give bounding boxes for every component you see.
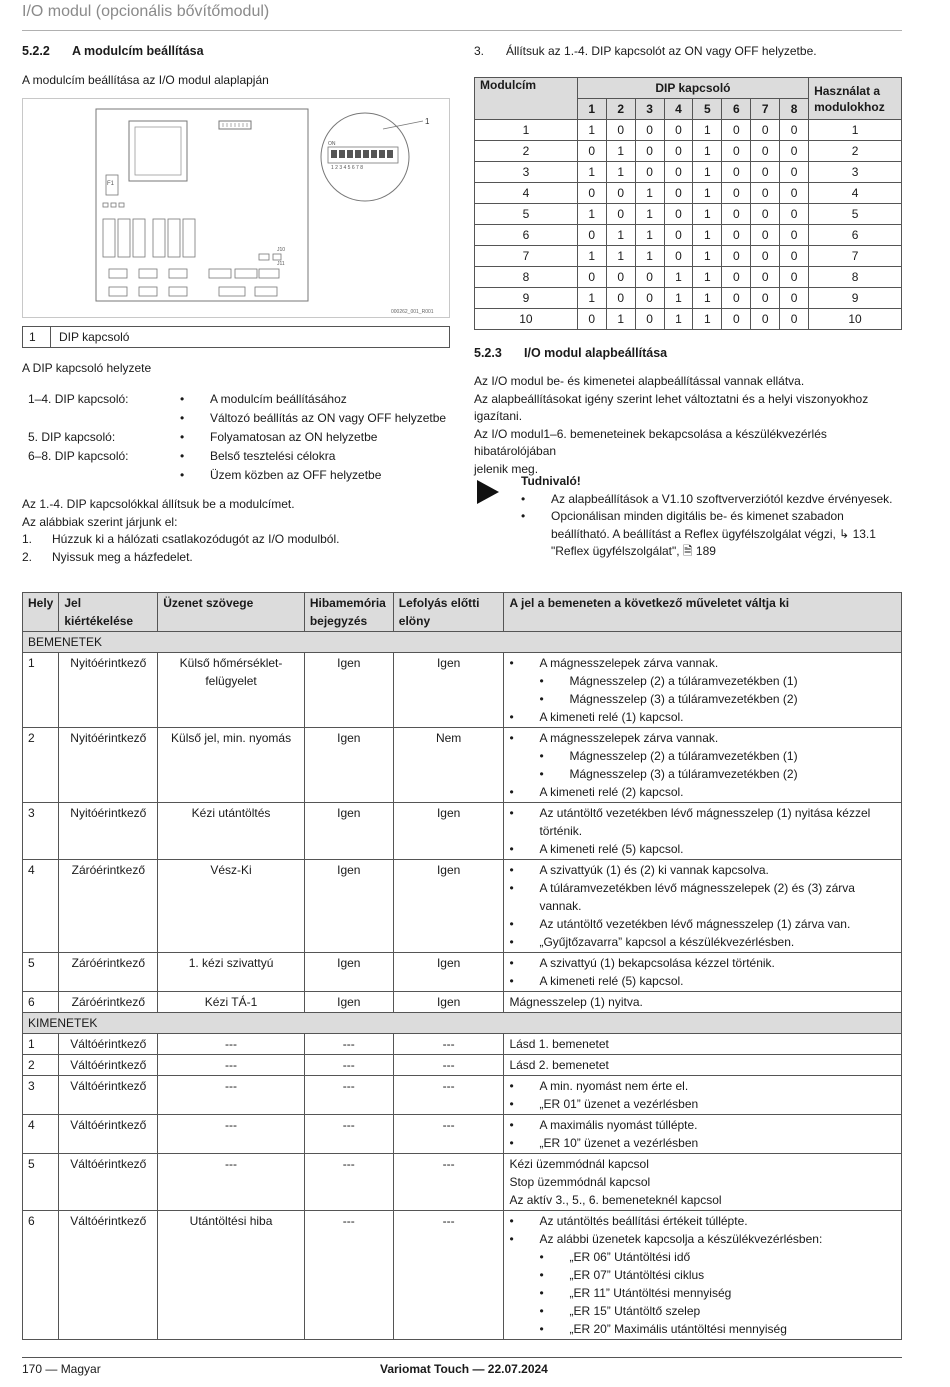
signal-cell: Záróérintkező: [59, 953, 158, 992]
dip-address-cell: 4: [475, 183, 578, 204]
dip-switch-cell: 0: [606, 267, 635, 288]
action-item: • „ER 01” üzenet a vezérlésben: [509, 1097, 699, 1111]
dip-switch-cell: 1: [693, 162, 722, 183]
action-item: • „ER 07” Utántöltési ciklus: [539, 1268, 705, 1282]
dip-switch-cell: 1: [693, 288, 722, 309]
priority-cell: Igen: [393, 860, 504, 953]
dip-switch-cell: 0: [577, 267, 606, 288]
dip-switch-cell: 1: [577, 204, 606, 225]
col-position: Hely: [23, 593, 59, 632]
dip-switch-cell: 1: [635, 246, 664, 267]
action-cell: [504, 728, 902, 803]
dip-switch-cell: 0: [606, 288, 635, 309]
io-default-settings-table: [22, 592, 902, 1340]
dip-switch-cell: 0: [780, 225, 809, 246]
message-cell: Utántöltési hiba: [158, 1211, 305, 1340]
memory-cell: ---: [304, 1115, 393, 1154]
section-outputs-label: KIMENETEK: [23, 1013, 902, 1034]
dip-col-7: 7: [751, 99, 780, 120]
message-cell: ---: [158, 1115, 305, 1154]
position-cell: 6: [23, 992, 59, 1013]
io-table-row: [23, 653, 902, 728]
action-item: Lásd 1. bemenetet: [509, 1037, 609, 1051]
dip-switch-cell: 0: [577, 309, 606, 330]
dip-address-cell: 1: [475, 120, 578, 141]
dip-switch-cell: 0: [635, 120, 664, 141]
dip-switch-cell: 0: [635, 162, 664, 183]
dip-switch-cell: 0: [722, 267, 751, 288]
signal-cell: Váltóérintkező: [59, 1034, 158, 1055]
memory-cell: Igen: [304, 728, 393, 803]
action-item: • A mágnesszelepek zárva vannak.: [509, 731, 719, 745]
dip-switch-cell: 1: [664, 288, 693, 309]
memory-cell: Igen: [304, 653, 393, 728]
dip-switch-cell: 1: [693, 225, 722, 246]
dip-switch-cell: 0: [751, 225, 780, 246]
action-item: • A szivattyú (1) bekapcsolása kézzel történik.: [509, 956, 775, 970]
dip-col-4: 4: [664, 99, 693, 120]
action-item: • Mágnesszelep (3) a túláramvezetékben (2): [539, 692, 798, 706]
dip-switch-cell: 0: [664, 141, 693, 162]
memory-cell: Igen: [304, 803, 393, 860]
dip-table-row: [475, 288, 902, 309]
position-cell: 1: [23, 653, 59, 728]
action-item: • A kimeneti relé (2) kapcsol.: [509, 785, 684, 799]
section-title: A modulcím beállítása: [72, 44, 204, 58]
priority-cell: Nem: [393, 728, 504, 803]
legend-number: 1: [23, 327, 51, 347]
action-cell: [504, 1055, 902, 1076]
message-cell: ---: [158, 1154, 305, 1211]
io-table-row: [23, 1211, 902, 1340]
action-cell: [504, 992, 902, 1013]
message-cell: ---: [158, 1076, 305, 1115]
dip-col-3: 3: [635, 99, 664, 120]
dip-switch-cell: 1: [664, 309, 693, 330]
position-cell: 2: [23, 728, 59, 803]
figure-code: 000262_001_R001: [391, 309, 434, 315]
memory-cell: Igen: [304, 860, 393, 953]
dip-table-row: [475, 246, 902, 267]
action-item: • „ER 15” Utántöltő szelep: [539, 1304, 701, 1318]
action-cell: [504, 1211, 902, 1340]
position-heading: A DIP kapcsoló helyzete: [22, 361, 152, 375]
dip-address-table: [474, 77, 902, 330]
dip-switch-cell: 0: [751, 309, 780, 330]
dip-switch-cell: 1: [635, 225, 664, 246]
action-cell: [504, 953, 902, 992]
dip-position-list: [28, 390, 448, 485]
action-item: • „ER 20” Maximális utántöltési mennyiség: [539, 1322, 787, 1336]
dip-switch-cell: 1: [635, 204, 664, 225]
col-priority: Lefolyás előtti elöny: [393, 593, 504, 632]
action-item: Kézi üzemmódnál kapcsol: [509, 1157, 649, 1171]
dip-switch-cell: 1: [606, 246, 635, 267]
position-cell: 5: [23, 1154, 59, 1211]
dip-table-row: [475, 183, 902, 204]
dip-address-cell: 5: [475, 204, 578, 225]
position-cell: 6: [23, 1211, 59, 1340]
dip-switch-cell: 0: [780, 246, 809, 267]
dip-switch-cell: 1: [693, 267, 722, 288]
priority-cell: ---: [393, 1055, 504, 1076]
signal-cell: Nyitóérintkező: [59, 653, 158, 728]
section-5-2-2-heading: [22, 44, 204, 58]
position-cell: 2: [23, 1055, 59, 1076]
action-cell: [504, 1154, 902, 1211]
footer-doc: Variomat Touch — 22.07.2024: [380, 1362, 548, 1376]
memory-cell: ---: [304, 1055, 393, 1076]
section-inputs: [23, 632, 902, 653]
priority-cell: ---: [393, 1076, 504, 1115]
dip-position-row: • Üzem közben az OFF helyzetbe: [180, 468, 382, 482]
section-number: 5.2.2: [22, 44, 50, 58]
dip-switch-cell: 0: [751, 267, 780, 288]
io-table-row: [23, 1154, 902, 1211]
figure-legend: [22, 326, 450, 348]
position-cell: 3: [23, 1076, 59, 1115]
memory-cell: Igen: [304, 953, 393, 992]
section-5-2-3-text: Az I/O modul be- és kimenetei alapbeállítással vannak ellátva. Az alapbeállításokat igény szerint lehet változtatni és a helyi viszonyokhoz igazítani. Az I/O modul1–6. bemeneteinek bekapcsolása a készülékvezérlés hibatárolójában jelenik meg.: [474, 374, 869, 476]
action-item: • A maximális nyomást túllépte.: [509, 1118, 698, 1132]
dip-switch-cell: 0: [751, 183, 780, 204]
message-cell: ---: [158, 1034, 305, 1055]
dip-switch-cell: 1: [635, 183, 664, 204]
legend-text: DIP kapcsoló: [59, 330, 130, 344]
io-table-row: [23, 860, 902, 953]
action-cell: [504, 1034, 902, 1055]
dip-switch-cell: 0: [664, 120, 693, 141]
dip-switch-cell: 0: [751, 120, 780, 141]
action-item: • Az alábbi üzenetek kapcsolja a készülékvezérlésben:: [509, 1232, 823, 1246]
action-cell: [504, 1115, 902, 1154]
dip-switch-cell: 0: [751, 246, 780, 267]
action-cell: [504, 653, 902, 728]
action-cell: [504, 803, 902, 860]
action-cell: [504, 860, 902, 953]
io-table-row: [23, 1115, 902, 1154]
memory-cell: Igen: [304, 992, 393, 1013]
dip-switch-cell: 0: [635, 309, 664, 330]
dip-col-5: 5: [693, 99, 722, 120]
dip-switch-cell: 0: [722, 204, 751, 225]
dip-table-row: [475, 225, 902, 246]
dip-position-row: 6–8. DIP kapcsoló: • Belső tesztelési célokra: [28, 449, 336, 463]
position-cell: 1: [23, 1034, 59, 1055]
message-cell: 1. kézi szivattyú: [158, 953, 305, 992]
dip-switch-cell: 0: [664, 204, 693, 225]
dip-switch-cell: 1: [606, 309, 635, 330]
note-list: [521, 491, 901, 561]
note-box: [521, 473, 901, 561]
memory-cell: ---: [304, 1076, 393, 1115]
figure-switch-numbers: 1 2 3 4 5 6 7 8: [331, 165, 363, 171]
priority-cell: Igen: [393, 803, 504, 860]
dip-switch-cell: 1: [606, 162, 635, 183]
position-cell: 4: [23, 860, 59, 953]
procedure-step-3: 3. Állítsuk az 1.-4. DIP kapcsolót az ON vagy OFF helyzetbe.: [474, 44, 817, 58]
dip-use-cell: 7: [809, 246, 902, 267]
message-cell: Külső hőmérséklet-felügyelet: [158, 653, 305, 728]
procedure-para-1: Az 1.-4. DIP kapcsolókkal állítsuk be a modulcímet.: [22, 497, 295, 511]
dip-switch-cell: 1: [664, 267, 693, 288]
dip-switch-cell: 0: [751, 288, 780, 309]
priority-cell: Igen: [393, 653, 504, 728]
message-cell: ---: [158, 1055, 305, 1076]
col-message: Üzenet szövege: [158, 593, 305, 632]
dip-address-cell: 9: [475, 288, 578, 309]
action-item: • „ER 10” üzenet a vezérlésben: [509, 1136, 699, 1150]
figure-callout-number: 1: [425, 117, 430, 126]
dip-switch-cell: 0: [780, 204, 809, 225]
dip-switch-cell: 1: [577, 162, 606, 183]
action-item: • „ER 06” Utántöltési idő: [539, 1250, 691, 1264]
dip-switch-cell: 0: [722, 225, 751, 246]
dip-switch-cell: 0: [722, 183, 751, 204]
dip-switch-cell: 1: [693, 120, 722, 141]
col-module-use: Használat a modulokhoz: [809, 78, 902, 120]
action-item: Mágnesszelep (1) nyitva.: [509, 995, 643, 1009]
memory-cell: ---: [304, 1034, 393, 1055]
io-table-row: [23, 1034, 902, 1055]
dip-switch-cell: 0: [751, 204, 780, 225]
dip-use-cell: 6: [809, 225, 902, 246]
priority-cell: Igen: [393, 953, 504, 992]
message-cell: Vész-Ki: [158, 860, 305, 953]
message-cell: Kézi utántöltés: [158, 803, 305, 860]
col-dip-switch: DIP kapcsoló: [577, 78, 808, 99]
action-item: • A min. nyomást nem érte el.: [509, 1079, 689, 1093]
signal-cell: Záróérintkező: [59, 860, 158, 953]
dip-switch-cell: 0: [635, 288, 664, 309]
section-5-2-3-heading: [474, 346, 667, 360]
dip-switch-cell: 1: [693, 141, 722, 162]
action-item: Az aktív 3., 5., 6. bemeneteknél kapcsol: [509, 1193, 722, 1207]
col-modul-address: Modulcím: [475, 78, 578, 120]
action-item: • Mágnesszelep (2) a túláramvezetékben (1): [539, 674, 798, 688]
dip-use-cell: 1: [809, 120, 902, 141]
dip-address-cell: 7: [475, 246, 578, 267]
dip-switch-cell: 0: [722, 288, 751, 309]
dip-col-6: 6: [722, 99, 751, 120]
dip-switch-cell: 1: [693, 183, 722, 204]
action-item: • Az utántöltő vezetékben lévő mágnesszelep (1) zárva van.: [509, 917, 851, 931]
signal-cell: Váltóérintkező: [59, 1076, 158, 1115]
dip-switch-cell: 1: [693, 246, 722, 267]
dip-switch-cell: 0: [780, 309, 809, 330]
dip-switch-cell: 0: [606, 183, 635, 204]
signal-cell: Záróérintkező: [59, 992, 158, 1013]
priority-cell: ---: [393, 1034, 504, 1055]
dip-switch-cell: 0: [780, 162, 809, 183]
action-cell: [504, 1076, 902, 1115]
dip-switch-cell: 0: [664, 162, 693, 183]
dip-switch-cell: 0: [751, 162, 780, 183]
dip-switch-cell: 0: [751, 141, 780, 162]
dip-use-cell: 2: [809, 141, 902, 162]
dip-switch-cell: 0: [606, 120, 635, 141]
dip-switch-cell: 0: [635, 267, 664, 288]
signal-cell: Nyitóérintkező: [59, 803, 158, 860]
dip-use-cell: 4: [809, 183, 902, 204]
figure-f1-label: F1: [107, 181, 115, 187]
dip-position-row: 1–4. DIP kapcsoló: • A modulcím beállításához: [28, 392, 347, 406]
action-item: • A kimeneti relé (5) kapcsol.: [509, 974, 684, 988]
signal-cell: Nyitóérintkező: [59, 728, 158, 803]
page-header-title: I/O modul (opcionális bővítőmodul): [22, 3, 270, 20]
dip-address-cell: 8: [475, 267, 578, 288]
message-cell: Külső jel, min. nyomás: [158, 728, 305, 803]
action-item: Stop üzemmódnál kapcsol: [509, 1175, 651, 1189]
dip-switch-cell: 0: [780, 288, 809, 309]
board-drawing: [23, 99, 449, 317]
dip-position-row: • Változó beállítás az ON vagy OFF helyzetbe: [180, 411, 447, 425]
dip-use-cell: 8: [809, 267, 902, 288]
dip-table-row: [475, 141, 902, 162]
dip-switch-cell: 0: [577, 183, 606, 204]
section-inputs-label: BEMENETEK: [23, 632, 902, 653]
io-table-row: [23, 992, 902, 1013]
message-cell: Kézi TÁ-1: [158, 992, 305, 1013]
action-item: • A szivattyúk (1) és (2) ki vannak kapcsolva.: [509, 863, 769, 877]
action-item: • Az utántöltő vezetékben lévő mágnesszelep (1) nyitása kézzel történik.: [509, 806, 871, 838]
dip-table-row: [475, 309, 902, 330]
col-action: A jel a bemeneten a következő műveletet váltja ki: [504, 593, 902, 632]
action-item: • Mágnesszelep (2) a túláramvezetékben (1): [539, 749, 798, 763]
dip-switch-cell: 0: [722, 120, 751, 141]
procedure-text: [22, 496, 339, 566]
signal-cell: Váltóérintkező: [59, 1211, 158, 1340]
dip-switch-cell: 0: [722, 162, 751, 183]
dip-switch-cell: 1: [577, 288, 606, 309]
signal-cell: Váltóérintkező: [59, 1115, 158, 1154]
priority-cell: Igen: [393, 992, 504, 1013]
signal-cell: Váltóérintkező: [59, 1154, 158, 1211]
action-item: • A mágnesszelepek zárva vannak.: [509, 656, 719, 670]
dip-switch-cell: 0: [577, 225, 606, 246]
section-outputs: [23, 1013, 902, 1034]
io-table-row: [23, 1055, 902, 1076]
dip-col-2: 2: [606, 99, 635, 120]
dip-use-cell: 10: [809, 309, 902, 330]
dip-address-cell: 10: [475, 309, 578, 330]
dip-switch-cell: 0: [780, 267, 809, 288]
position-cell: 5: [23, 953, 59, 992]
dip-switch-cell: 0: [664, 225, 693, 246]
dip-switch-cell: 0: [780, 120, 809, 141]
dip-switch-cell: 0: [577, 141, 606, 162]
header-divider: [22, 30, 902, 31]
dip-address-cell: 6: [475, 225, 578, 246]
dip-table-row: [475, 120, 902, 141]
dip-position-row: 5. DIP kapcsoló: • Folyamatosan az ON helyzetbe: [28, 430, 378, 444]
dip-switch-cell: 1: [606, 225, 635, 246]
action-item: Lásd 2. bemenetet: [509, 1058, 609, 1072]
action-item: • A kimeneti relé (1) kapcsol.: [509, 710, 684, 724]
footer-divider: [22, 1357, 902, 1358]
figure-j10-label: J10: [277, 247, 286, 253]
dip-address-cell: 3: [475, 162, 578, 183]
io-table-row: [23, 953, 902, 992]
dip-switch-cell: 0: [635, 141, 664, 162]
action-item: • „ER 11” Utántöltési mennyiség: [539, 1286, 732, 1300]
memory-cell: ---: [304, 1211, 393, 1340]
dip-table-row: [475, 162, 902, 183]
note-item: • Opcionálisan minden digitális be- és kimenet szabadon beállítható. A beállítást a Reflex ügyfélszolgálat végzi, ↳ 13.1 "Reflex ügyfélszolgálat", 🗎 189: [521, 509, 876, 558]
priority-cell: ---: [393, 1154, 504, 1211]
dip-switch-cell: 0: [664, 183, 693, 204]
dip-switch-cell: 0: [664, 246, 693, 267]
col-error-memory: Hibamemória bejegyzés: [304, 593, 393, 632]
action-item: • Az utántöltés beállítási értékeit túllépte.: [509, 1214, 748, 1228]
procedure-step: 1. Húzzuk ki a hálózati csatlakozódugót az I/O modulból.: [22, 532, 340, 546]
dip-switch-cell: 0: [722, 246, 751, 267]
dip-switch-cell: 1: [606, 141, 635, 162]
note-arrow-icon: [477, 480, 499, 504]
dip-switch-cell: 0: [722, 141, 751, 162]
position-cell: 4: [23, 1115, 59, 1154]
signal-cell: Váltóérintkező: [59, 1055, 158, 1076]
io-table-row: [23, 728, 902, 803]
dip-address-cell: 2: [475, 141, 578, 162]
col-signal: Jel kiértékelése: [59, 593, 158, 632]
procedure-step: 2. Nyissuk meg a házfedelet.: [22, 549, 193, 564]
dip-table-row: [475, 204, 902, 225]
dip-use-cell: 3: [809, 162, 902, 183]
dip-switch-cell: 0: [780, 141, 809, 162]
figure-on-label: ON: [328, 141, 336, 147]
dip-switch-cell: 0: [722, 309, 751, 330]
dip-switch-cell: 0: [780, 183, 809, 204]
action-item: • „Gyűjtőzavarra” kapcsol a készülékvezérlésben.: [509, 935, 795, 949]
figure-subtitle: A modulcím beállítása az I/O modul alaplapján: [22, 73, 269, 87]
section-number: 5.2.3: [474, 346, 502, 360]
action-item: • A túláramvezetékben lévő mágnesszelepek (2) és (3) zárva vannak.: [509, 881, 855, 913]
dip-use-cell: 9: [809, 288, 902, 309]
procedure-para-2: Az alábbiak szerint járjunk el:: [22, 514, 178, 529]
action-item: • A kimeneti relé (5) kapcsol.: [509, 842, 684, 856]
note-item: • Az alapbeállítások a V1.10 szoftververziótól kezdve érvényesek.: [521, 491, 893, 506]
io-table-row: [23, 803, 902, 860]
dip-use-cell: 5: [809, 204, 902, 225]
dip-switch-cell: 1: [693, 309, 722, 330]
dip-col-1: 1: [577, 99, 606, 120]
dip-col-8: 8: [780, 99, 809, 120]
memory-cell: ---: [304, 1154, 393, 1211]
io-module-board-figure: [22, 98, 450, 318]
figure-j11-label: J11: [277, 261, 285, 267]
position-cell: 3: [23, 803, 59, 860]
note-title: Tudnivaló!: [521, 474, 581, 488]
dip-switch-cell: 1: [577, 246, 606, 267]
io-table-row: [23, 1076, 902, 1115]
dip-switch-cell: 1: [577, 120, 606, 141]
dip-switch-cell: 0: [606, 204, 635, 225]
section-title: I/O modul alapbeállítása: [524, 346, 668, 360]
dip-table-row: [475, 267, 902, 288]
footer-page: 170 — Magyar: [22, 1362, 101, 1376]
action-item: • Mágnesszelep (3) a túláramvezetékben (2): [539, 767, 798, 781]
dip-switch-cell: 1: [693, 204, 722, 225]
priority-cell: ---: [393, 1115, 504, 1154]
priority-cell: ---: [393, 1211, 504, 1340]
